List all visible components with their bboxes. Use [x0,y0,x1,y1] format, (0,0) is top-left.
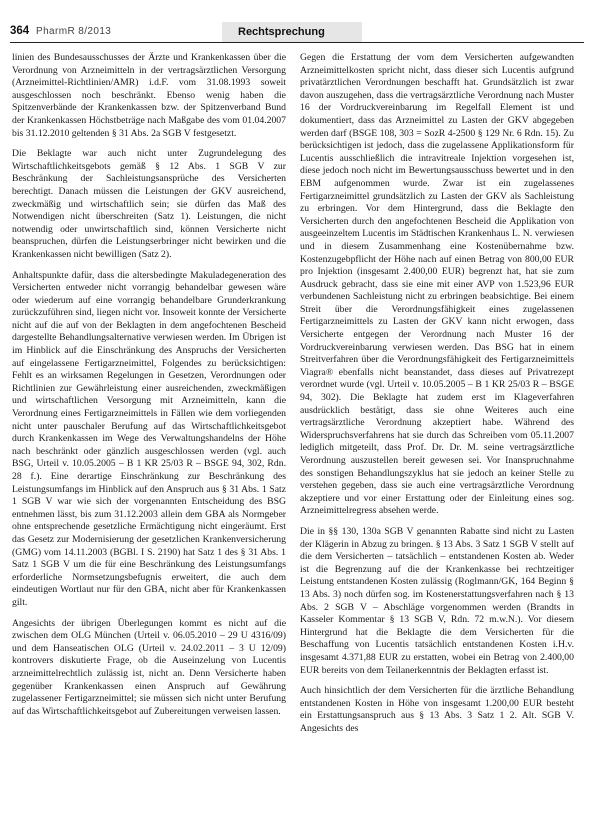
paragraph: Die in §§ 130, 130a SGB V genannten Rabatte sind nicht zu Lasten der Klägerin in Abzug zu bringen. § 13 Abs. 3 Satz 1 SGB V stellt auf die dem Versicherten – tatsächlich – entstandenen Kosten ab. Weder ist die Begrenzung auf die der Krankenkasse bei rechtzeitiger Leistung entstandenen Kosten zulässig (Roglmann/GK, 164 Beginn § 13 Abs. 3) noch dürfen sog. im Kostenerstattungsverfahren nach § 13 Abs. 2 SGB V – Abschläge vorgenommen werden (Brandts in Kasseler Kommentar § 13 SGB V, Rdn. 72 m.w.N.). Vor diesem Hintergrund hat die Beklagte die dem Versicherten für die Beschaffung von Lucentis tatsächlich entstandenen Kosten i.H.v. insgesamt 4.371,88 EUR zu erstatten, wobei ein Betrag von 2.400,00 EUR bereits von dem Teilanerkenntnis der Beklagten erfasst ist. [300,525,574,676]
page-number: 364 [10,25,30,37]
left-text-column [12,52,286,828]
journal-reference: PharmR 8/2013 [36,26,112,37]
paragraph: linien des Bundesausschusses der Ärzte und Krankenkassen über die Verordnung von Arzneimitteln in der vertragsärztlichen Versorgung (Arzneimittel-Richtlinien/AMR) i.d.F. vom 31.08.1993 soweit ausgeschlossen noch beschränkt. Ebenso wenig haben die Spitzenverbände der Krankenkassen bzw. der Spitzenverband Bund der Krankenkassen Höchstbeträge nach Maßgabe des vom 01.04.2007 bis 31.12.2010 geltenden § 31 Abs. 2a SGB V festgesetzt. [12,52,286,139]
right-text-column [300,52,574,828]
paragraph: Auch hinsichtlich der dem Versicherten für die ärztliche Behandlung entstandenen Kosten in Höhe von insgesamt 1.200,00 EUR besteht ein Erstattungsanspruch aus § 13 Abs. 3 Satz 1 2. Alt. SGB V. Angesichts des [300,685,574,734]
paragraph: Anhaltspunkte dafür, dass die altersbedingte Makuladegeneration des Versicherten entweder nicht vorrangig behandelbar gewesen wäre oder wiederum auf eine vorrangig behandelbare Grunderkrankung zurückzuführen sind, liegen nicht vor. Insoweit konnte der Versicherte nicht auf die auf von der Beklagten in dem angefochtenen Bescheid dargestellte Behandlungsalternative verwiesen werden. Im Übrigen ist im Hinblick auf die Einschränkung des Anspruchs der Versicherten auf eingelassene Fertigarzneimittel, Folgendes zu berücksichtigen: Fehlt es an wirksamen Regelungen in Gesetzen, Verordnungen oder Richtlinien zur Gewährleistung einer ausreichenden, zweckmäßigen und wirtschaftlichen Versorgung mit Arzneimitteln, kann die Verordnung eines Fertigarzneimittels in Fällen wie dem vorliegenden nicht unter pauschaler Berufung auf das Wirtschaftlichkeitsgebot durch Krankenkassen im Wege des Verwaltungshandelns der Höhe nach beschränkt oder gänzlich ausgeschlossen werden (vgl. auch BSG, Urteil v. 10.05.2005 – B 1 KR 25/03 R – BSGE 94, 302, Rdn. 28 f.). Eine derartige Einschränkung zur Beschränkung des Leistungsumfangs im Hinblick auf den Anspruch aus § 31 Abs. 1 Satz 1 SGB V war wie sich der vorgenannten Entscheidung des BSG entnehmen lässt, bis zum 31.12.2003 allein dem GBA als Normgeber ohne entsprechende gesetzliche Ermächtigung nicht eingeräumt. Erst das Gesetz zur Modernisierung der gesetzlichen Krankenversicherung (GMG) vom 14.11.2003 (BGBl. I S. 2190) hat Satz 1 des § 31 Abs. 1 Satz 1 SGB V um die für eine Beschränkung des Leistungsumfangs erforderliche Normsetzungsbefugnis erweitert, die auch dem eindeutigen Wortlaut nur für den GBA, nicht aber für Krankenkassen gilt. [12,269,286,608]
paragraph: Die Beklagte war auch nicht unter Zugrundelegung des Wirtschaftlichkeitsgebots gemäß § 12 Abs. 1 SGB V zur Beschränkung der Sachleistungsansprüche des Versicherten berechtigt. Danach müssen die Leistungen der GKV ausreichend, zweckmäßig und wirtschaftlich sein; sie dürfen das Maß des Notwendigen nicht überschreiten (Satz 1). Leistungen, die nicht notwendig oder unwirtschaftlich sind, können Versicherte nicht beanspruchen, dürfen die Leistungserbringer nicht bewirken und die Krankenkassen nicht bewilligen (Satz 2). [12,148,286,260]
page-header [0,0,592,44]
paragraph: Angesichts der übrigen Überlegungen kommt es nicht auf die zwischen dem OLG München (Urteil v. 06.05.2010 – 29 U 4316/09) und dem Hanseatischen OLG (Urteil v. 24.02.2011 – 3 U 12/09) kontrovers diskutierte Frage, ob die Auseinzelung von Lucentis arzneimittelrechtlich zulässig ist, nicht an. Denn Versicherte haben gegenüber Krankenkassen einen Anspruch auf Gewährung zugelassener Fertigarzneimittel; sie müssen sich nicht unter Berufung auf das Wirtschaftlichkeitsgebot auf Zubereitungen verweisen lassen. [12,617,286,717]
paragraph: Gegen die Erstattung der vom dem Versicherten aufgewandten Arzneimittelkosten spricht nicht, dass dieser sich Lucentis aufgrund privatärztlichen Verordnungen beschafft hat. Grundsätzlich ist zwar davon auszugehen, dass die vertragsärztliche Verordnung nach Muster 16 der Vordruckvereinbarung im Regelfall Element ist und dokumentiert, dass das Arzneimittel zu Lasten der GKV abgegeben werden darf (BSGE 108, 303 = SozR 4-2500 § 129 Nr. 6 Rdn. 15). Zu berücksichtigen ist jedoch, dass die zugelassene Applikationsform für Lucentis ausschließlich die intravitreale Injektion vorgesehen ist, diese jedoch noch nicht im Bewertungsausschuss bewertet und in den EBM aufgenommen wurde. Zwar ist ein zugelassenes Fertigarzneimittel grundsätzlich zu Lasten der GKV als Sachleistung zu erbringen. Vor dem Hintergrund, dass die Beklagte den Versicherten durch den angefochtenen Bescheid die Applikation von ausgeeinzeltem Lucentis im Städtischen Krankenhaus L. N. verwiesen und in diesem Zusammenhang eine Kostenübernahme bzw. Kostenzugebpflicht der Höhe nach auf einen Betrag von 800,00 EUR pro Injektion (insgesamt 2.400,00 EUR) begrenzt hat, hat sie zum Ausdruck gebracht, dass sie eine mit einer AVP von 1.523,96 EUR verbundenen Sachleistung nicht zu erbringen beabsichtige. Bei einem Streit über die Verordnungsfähigkeit eines zugelassenen Fertigarzneimittels zu Lasten der GKV kann nicht erwogen, dass Versicherte entgegen der Verordnung nach Muster 16 der Vordruckvereinbarung verwiesen werden. Das BSG hat in einem Streitverfahren über die Verordnungsfähigkeit des Fertigarzneimittels Viagra® ebenfalls nicht beanstandet, dass dieses auf Privatrezept verordnet wurde (vgl. Urteil v. 10.05.2005 – B 1 KR 25/03 R – BSGE 94, 302). Die Beklagte hat zudem erst im Klageverfahren ausdrücklich bestätigt, dass sie ohne Weiteres auch eine vertragsärztliche Verordnung akzeptiert habe. Während des Widerspruchsverfahrens hat sie durch das Schreiben vom 05.11.2007 lediglich mitgeteilt, dass Prof. Dr. Dr. M. seine vertragsärztliche Verordnung auszustellen bereit gewesen sei. Vor Inanspruchnahme des sonstigen Behandlungszyklus hat sie jedoch an keiner Stelle zu verstehen gegeben, dass sie auch eine vertragsärztliche Verordnung akzeptiere und vor einer Erstattung oder der Einleitung eines sog. Arzneimittelregress absehen werde. [300,52,574,517]
header-rule [10,42,584,43]
section-title: Rechtsprechung [238,26,325,38]
